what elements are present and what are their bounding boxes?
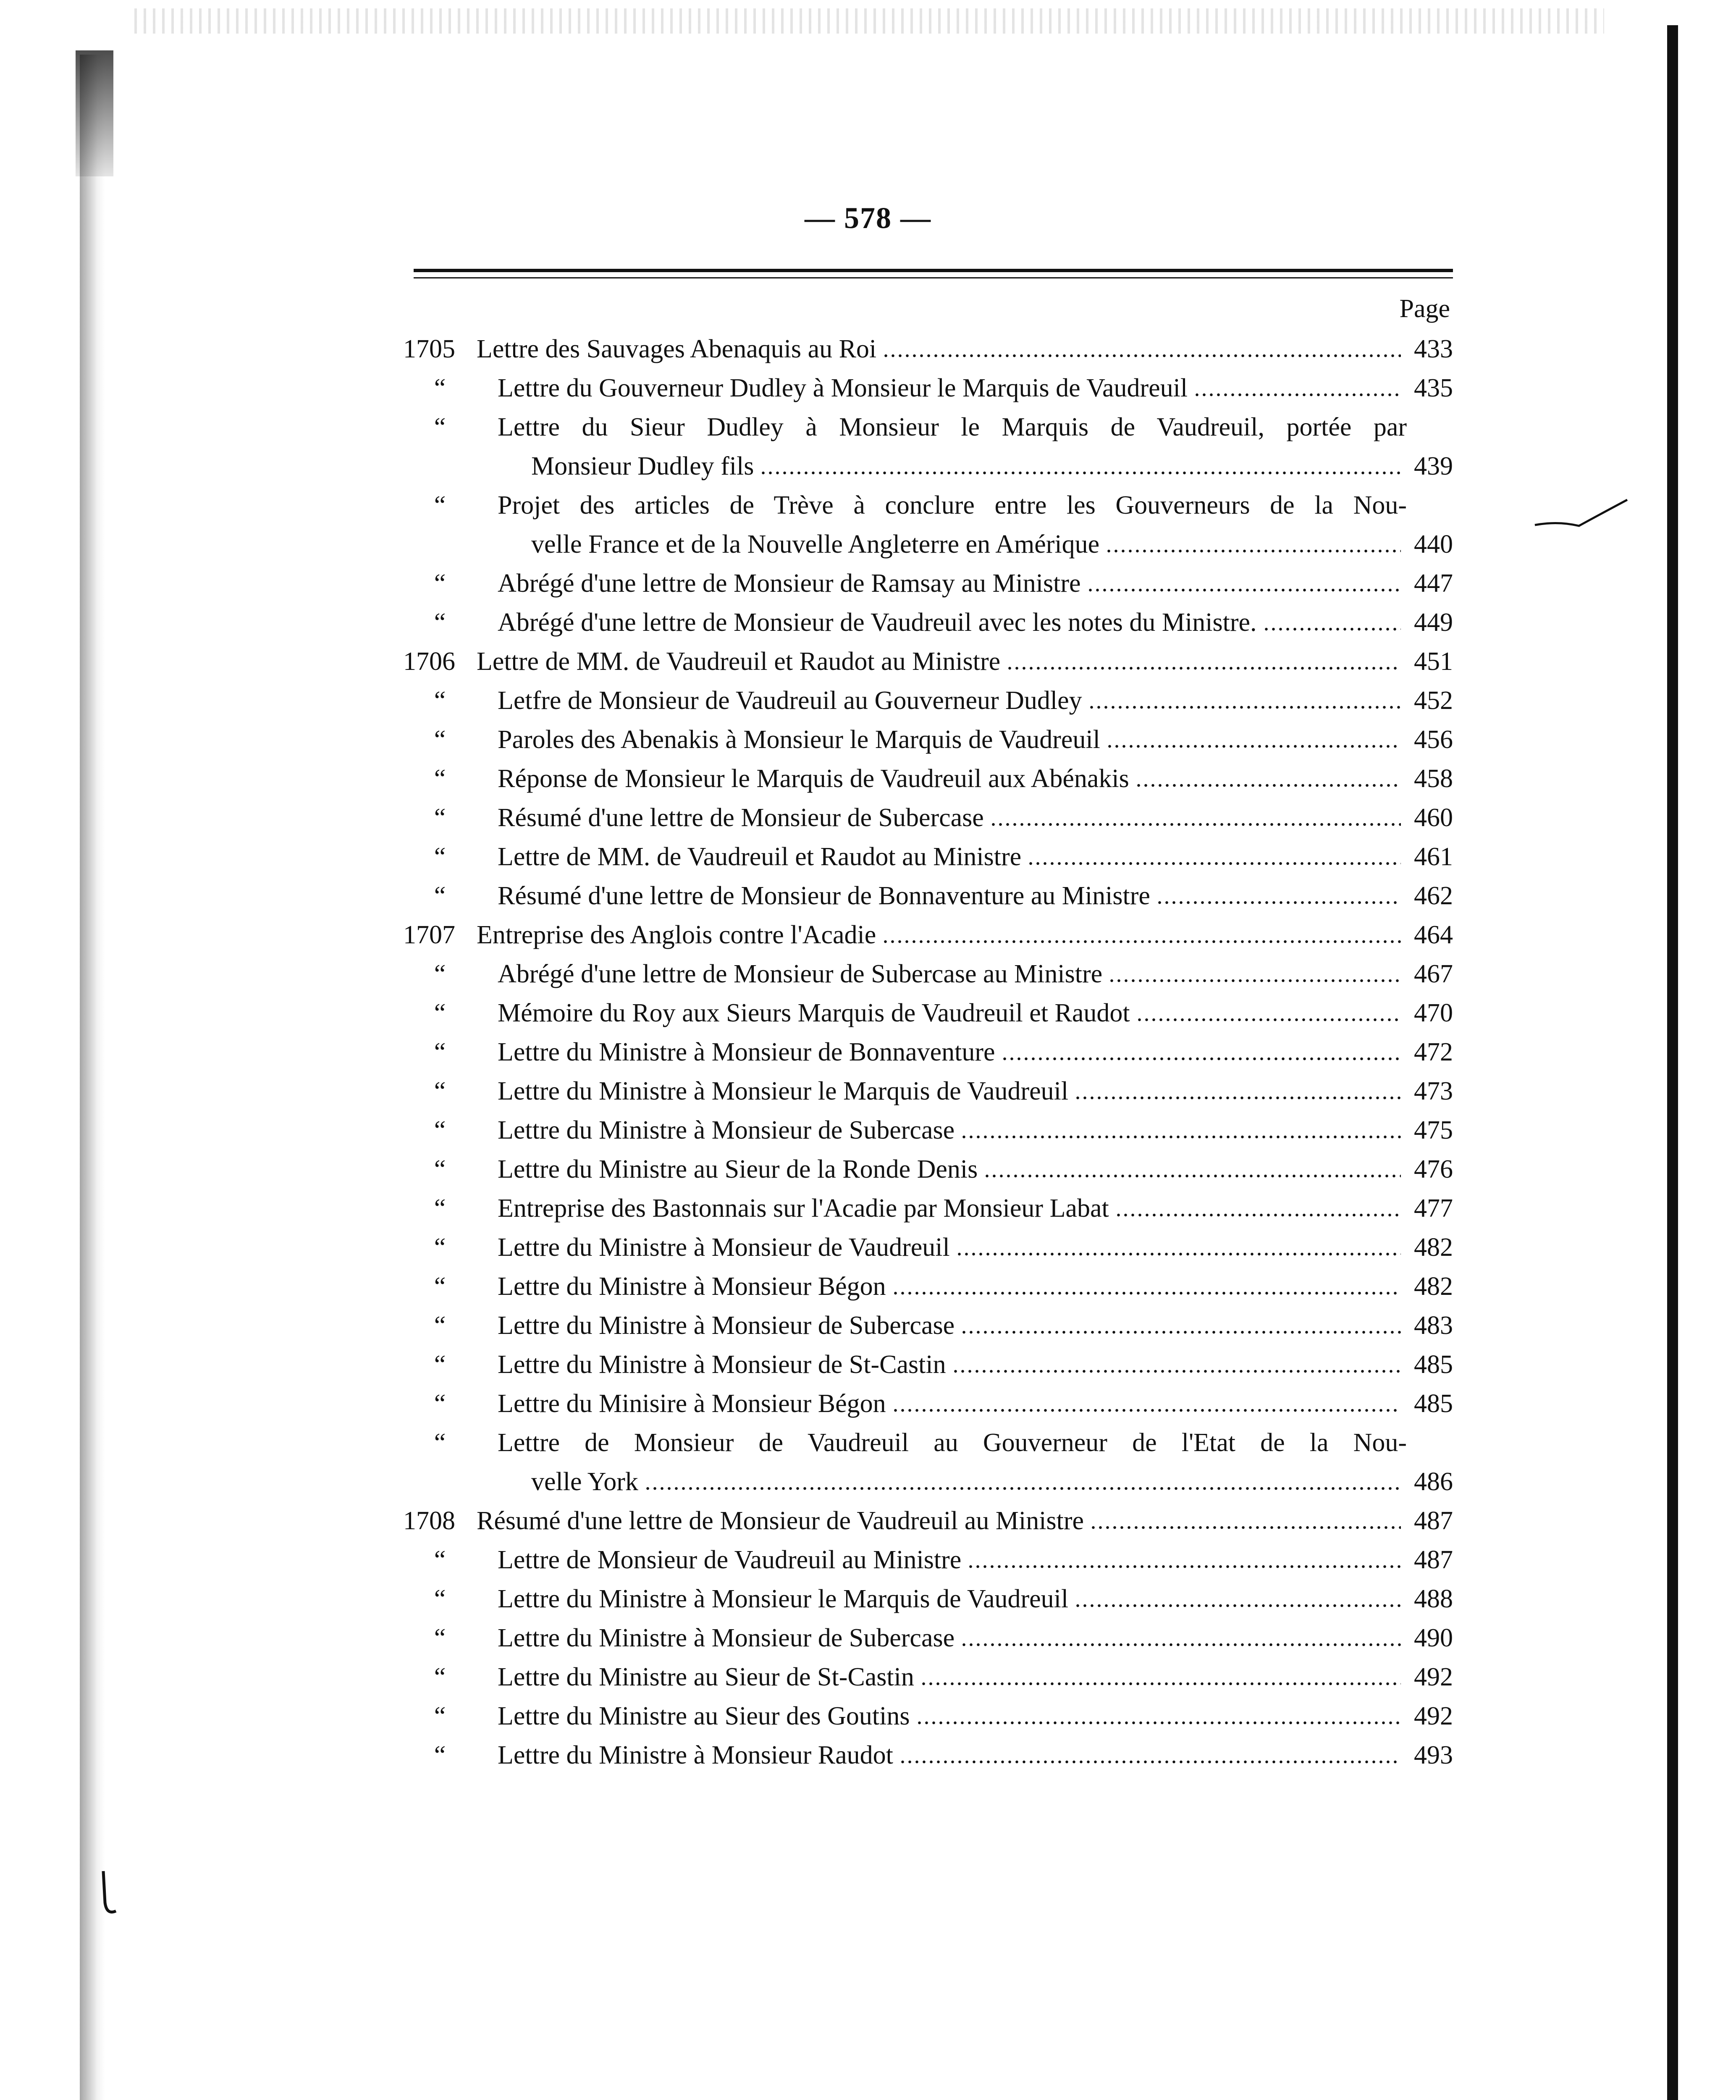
toc-entry-page: 460	[1414, 803, 1453, 832]
toc-entry-title-wrap	[498, 1033, 1407, 1072]
toc-entry-title-line1: Projet des articles de Trève à conclure entre les Gouverneurs de la Nou-	[498, 491, 1407, 520]
toc-entry-title: velle France et de la Nouvelle Angleterre en Amérique	[531, 530, 1100, 559]
dot-leader	[1106, 743, 1401, 749]
toc-entry	[403, 1658, 1453, 1697]
toc-entry	[403, 1541, 1453, 1580]
toc-entry-title: Lettre du Ministre au Sieur de la Ronde Denis	[498, 1155, 978, 1184]
toc-entry	[403, 1072, 1453, 1111]
toc-entry-year: “	[434, 1077, 446, 1105]
dot-leader	[1115, 1212, 1401, 1218]
toc-entry-title: Lettre du Ministre à Monsieur de Vaudreuil	[498, 1233, 950, 1262]
toc-entry-title-wrap	[477, 916, 1407, 955]
toc-entry-year: “	[434, 1233, 446, 1262]
toc-entry-title: Entreprise des Bastonnais sur l'Acadie par Monsieur Labat	[498, 1194, 1109, 1223]
toc-entry-title: Lettre du Gouverneur Dudley à Monsieur le Marquis de Vaudreuil	[498, 374, 1188, 402]
toc-entry-title: Lettre du Ministre à Monsieur de Subercase	[498, 1311, 955, 1340]
toc-entry-year: “	[434, 686, 446, 715]
toc-entry-title-wrap	[498, 1267, 1407, 1306]
toc-entry-title: Entreprise des Anglois contre l'Acadie	[477, 921, 876, 949]
toc-entry-page: 449	[1414, 608, 1453, 637]
toc-entry	[403, 1736, 1453, 1775]
toc-entry	[403, 1462, 1453, 1502]
toc-entry-year: “	[434, 843, 446, 871]
header-rule-thin	[414, 277, 1453, 278]
toc-entry	[403, 1306, 1453, 1345]
toc-entry-year: “	[434, 882, 446, 910]
toc-entry-year: “	[434, 960, 446, 988]
toc-entry-title-wrap	[498, 1658, 1407, 1697]
toc-entry-page: 477	[1414, 1194, 1453, 1223]
toc-entry-year: 1705	[403, 335, 455, 363]
toc-entry-page: 475	[1414, 1116, 1453, 1144]
toc-entry-title-line1: Lettre du Sieur Dudley à Monsieur le Marquis de Vaudreuil, portée par	[498, 413, 1407, 441]
toc-entry-title: Réponse de Monsieur le Marquis de Vaudreuil aux Abénakis	[498, 764, 1129, 793]
toc-entry-title-wrap	[498, 1228, 1407, 1267]
toc-entry-title-line1: Lettre de Monsieur de Vaudreuil au Gouverneur de l'Etat de la Nou-	[498, 1428, 1407, 1457]
dot-leader	[1108, 978, 1401, 984]
toc-entry-title-wrap	[498, 720, 1407, 759]
toc-entry	[403, 916, 1453, 955]
toc-entry-title-wrap	[498, 1189, 1407, 1228]
toc-entry-title: Résumé d'une lettre de Monsieur de Subercase	[498, 803, 984, 832]
dot-leader	[1027, 861, 1401, 866]
toc-entry-year: “	[434, 1272, 446, 1301]
toc-entry-title-wrap	[498, 681, 1407, 720]
toc-entry-title-wrap	[477, 642, 1407, 681]
toc-entry-year: “	[434, 1194, 446, 1223]
toc-entry	[403, 759, 1453, 798]
toc-entry-title: Mémoire du Roy aux Sieurs Marquis de Vaudreuil et Raudot	[498, 999, 1130, 1027]
toc-entry-title: Lettre de MM. de Vaudreuil et Raudot au Ministre	[477, 647, 1001, 676]
toc-entry-year: “	[434, 1428, 446, 1457]
binding-shadow-top	[76, 50, 113, 176]
toc-entry-title-wrap	[498, 1384, 1407, 1423]
toc-entry-year: “	[434, 1546, 446, 1574]
toc-entry-title: Lettre du Ministre au Sieur des Goutins	[498, 1702, 910, 1730]
toc-entry-page: 492	[1414, 1663, 1453, 1691]
toc-entry	[403, 877, 1453, 916]
toc-entry-title-wrap	[498, 759, 1407, 798]
toc-entry	[403, 681, 1453, 720]
toc-entry-title-wrap	[498, 877, 1407, 916]
toc-entry	[403, 447, 1453, 486]
toc-entry-page: 486	[1414, 1467, 1453, 1496]
toc-entry-page: 482	[1414, 1272, 1453, 1301]
toc-entry-title-wrap	[498, 564, 1407, 603]
toc-entry-year: “	[434, 1663, 446, 1691]
toc-entry-line	[403, 1423, 1453, 1462]
toc-entry	[403, 1502, 1453, 1541]
toc-entry-year: “	[434, 803, 446, 832]
toc-entry-page: 488	[1414, 1585, 1453, 1613]
toc-entry-title-wrap	[498, 1345, 1407, 1384]
toc-entry-page: 461	[1414, 843, 1453, 871]
dot-leader	[1136, 1017, 1401, 1023]
dot-leader	[952, 1368, 1401, 1374]
toc-entry-title: Résumé d'une lettre de Monsieur de Bonnaventure au Ministre	[498, 882, 1150, 910]
toc-entry-year: “	[434, 1585, 446, 1613]
dot-leader	[1074, 1603, 1401, 1609]
toc-entry-title: Lettre du Minisire à Monsieur Bégon	[498, 1389, 886, 1418]
toc-entry-title: Lettre du Ministre à Monsieur de Subercase	[498, 1624, 955, 1652]
toc-entry-year: “	[434, 1389, 446, 1418]
dot-leader	[1087, 587, 1401, 593]
toc-entry-page: 452	[1414, 686, 1453, 715]
toc-entry-title: Lettre du Ministre à Monsieur de Bonnaventure	[498, 1038, 995, 1066]
page-number: — 578 —	[805, 201, 931, 235]
toc-entry-line	[403, 408, 1453, 447]
toc-entry-title-wrap	[498, 603, 1407, 642]
dot-leader	[960, 1134, 1401, 1140]
toc-entry-page: 433	[1414, 335, 1453, 363]
toc-entry-page: 451	[1414, 647, 1453, 676]
toc-entry-page: 458	[1414, 764, 1453, 793]
binding-shadow	[80, 55, 105, 2100]
dot-leader	[899, 1759, 1401, 1765]
toc-entry-title-wrap	[498, 1580, 1407, 1619]
toc-entry-year: 1706	[403, 647, 455, 676]
toc-entry	[403, 1384, 1453, 1423]
toc-entry-title: Lettre du Ministre à Monsieur le Marquis de Vaudreuil	[498, 1077, 1069, 1105]
toc-entry-page: 476	[1414, 1155, 1453, 1184]
toc-entry	[403, 369, 1453, 408]
dot-leader	[920, 1681, 1401, 1687]
toc-entry-line	[403, 486, 1453, 525]
toc-entry-title-wrap	[498, 837, 1407, 877]
dot-leader	[956, 1251, 1401, 1257]
toc-entry-year: “	[434, 1350, 446, 1379]
toc-entry-year: “	[434, 491, 446, 520]
toc-entry	[403, 1619, 1453, 1658]
dot-leader	[1006, 665, 1401, 671]
header-rule	[414, 269, 1453, 272]
toc-entry	[403, 642, 1453, 681]
toc-entry-page: 492	[1414, 1702, 1453, 1730]
toc-entry-page: 440	[1414, 530, 1453, 559]
toc-entry	[403, 330, 1453, 369]
toc-entry-page: 487	[1414, 1546, 1453, 1574]
toc-entry-title-wrap	[498, 1072, 1407, 1111]
toc-entry-title: Résumé d'une lettre de Monsieur de Vaudreuil au Ministre	[477, 1507, 1084, 1535]
toc-entry-page: 462	[1414, 882, 1453, 910]
toc-entry-year: “	[434, 1702, 446, 1730]
dot-leader	[1263, 626, 1401, 632]
toc-entry-year: “	[434, 1116, 446, 1144]
toc-entry	[403, 1033, 1453, 1072]
dot-leader	[882, 353, 1401, 359]
dot-leader	[960, 1642, 1401, 1648]
toc-entry-year: “	[434, 1311, 446, 1340]
toc-entry-title: Lettre de Monsieur de Vaudreuil au Ministre	[498, 1546, 962, 1574]
toc-entry-title-wrap	[498, 1306, 1407, 1345]
toc-entry	[403, 1111, 1453, 1150]
toc-entry-title-wrap	[498, 1150, 1407, 1189]
scan-noise-top	[134, 8, 1604, 34]
toc-entry	[403, 564, 1453, 603]
toc-entry-page: 482	[1414, 1233, 1453, 1262]
toc-entry-title: Lettre du Ministre à Monsieur de Subercase	[498, 1116, 955, 1144]
toc-entry-page: 464	[1414, 921, 1453, 949]
toc-entry	[403, 1189, 1453, 1228]
toc-entry-page: 467	[1414, 960, 1453, 988]
toc-entry-title-wrap	[477, 1502, 1407, 1541]
dot-leader	[892, 1290, 1401, 1296]
toc-entry-year: “	[434, 374, 446, 402]
toc-entry-title-wrap	[498, 1541, 1407, 1580]
toc-entry-title-wrap	[498, 798, 1407, 837]
toc-entry-title-wrap	[477, 330, 1407, 369]
toc-entry	[403, 798, 1453, 837]
dot-leader	[1105, 548, 1401, 554]
page-edge-right	[1667, 25, 1678, 2100]
toc-entry-title-wrap	[477, 447, 1407, 486]
toc-entry-title-wrap	[498, 1736, 1407, 1775]
toc-entry-title: Lettre du Ministre à Monsieur Raudot	[498, 1741, 893, 1769]
toc-entry-page: 447	[1414, 569, 1453, 598]
toc-entry-year: 1708	[403, 1507, 455, 1535]
toc-entry-title-wrap	[498, 369, 1407, 408]
dot-leader	[882, 939, 1401, 945]
toc-entry	[403, 1580, 1453, 1619]
toc-entry-title-wrap	[498, 994, 1407, 1033]
pencil-mark-margin	[99, 1869, 120, 1919]
toc-entry-title: velle York	[531, 1467, 638, 1496]
toc-entry-title-wrap	[498, 955, 1407, 994]
toc-entry-title: Lettre de MM. de Vaudreuil et Raudot au Ministre	[498, 843, 1022, 871]
dot-leader	[1090, 1525, 1401, 1530]
toc-entry	[403, 1267, 1453, 1306]
toc-entry-page: 435	[1414, 374, 1453, 402]
dot-leader	[967, 1564, 1401, 1570]
toc-entry-page: 472	[1414, 1038, 1453, 1066]
dot-leader	[1088, 704, 1401, 710]
toc-entry-title: Abrégé d'une lettre de Monsieur de Vaudreuil avec les notes du Ministre.	[498, 608, 1257, 637]
toc-entry-title: Abrégé d'une lettre de Monsieur de Subercase au Ministre	[498, 960, 1103, 988]
dot-leader	[644, 1486, 1401, 1491]
toc-entry	[403, 1228, 1453, 1267]
toc-entry-page: 485	[1414, 1389, 1453, 1418]
toc-entry	[403, 1345, 1453, 1384]
toc-entry-page: 456	[1414, 725, 1453, 754]
toc-entry-page: 490	[1414, 1624, 1453, 1652]
toc-entry-year: “	[434, 608, 446, 637]
toc-entry-title-wrap	[498, 1619, 1407, 1658]
toc-entry-page: 493	[1414, 1741, 1453, 1769]
toc-entry-title-wrap	[498, 1111, 1407, 1150]
toc-entry-year: “	[434, 413, 446, 441]
toc-entry-year: 1707	[403, 921, 455, 949]
dot-leader	[1135, 782, 1401, 788]
toc-entry-title: Lettre du Ministre au Sieur de St-Castin	[498, 1663, 914, 1691]
dot-leader	[1074, 1095, 1401, 1101]
toc-entry-title: Lettre du Ministre à Monsieur de St-Castin	[498, 1350, 946, 1379]
toc-entry	[403, 837, 1453, 877]
dot-leader	[760, 470, 1401, 476]
toc-entry-page: 439	[1414, 452, 1453, 480]
toc-entry-year: “	[434, 569, 446, 598]
toc-entry	[403, 994, 1453, 1033]
toc-entry-page: 485	[1414, 1350, 1453, 1379]
toc-entry-year: “	[434, 1624, 446, 1652]
toc-entry-page: 473	[1414, 1077, 1453, 1105]
table-of-contents	[403, 330, 1453, 1775]
toc-entry-title-wrap	[498, 1697, 1407, 1736]
toc-entry-page: 487	[1414, 1507, 1453, 1535]
toc-entry	[403, 1150, 1453, 1189]
toc-entry-title: Monsieur Dudley fils	[531, 452, 754, 480]
toc-entry-title: Abrégé d'une lettre de Monsieur de Ramsay au Ministre	[498, 569, 1081, 598]
dot-leader	[916, 1720, 1401, 1726]
toc-entry-year: “	[434, 725, 446, 754]
toc-entry-page: 483	[1414, 1311, 1453, 1340]
pencil-tick-mark	[1533, 496, 1629, 538]
toc-entry-year: “	[434, 1741, 446, 1769]
toc-entry-year: “	[434, 1038, 446, 1066]
dot-leader	[960, 1329, 1401, 1335]
toc-entry-year: “	[434, 999, 446, 1027]
toc-entry	[403, 955, 1453, 994]
toc-entry	[403, 1697, 1453, 1736]
toc-entry-title: Lettre des Sauvages Abenaquis au Roi	[477, 335, 877, 363]
dot-leader	[1193, 392, 1401, 398]
toc-entry-title: Lettre du Ministre à Monsieur le Marquis de Vaudreuil	[498, 1585, 1069, 1613]
toc-entry-title-wrap	[477, 1462, 1407, 1502]
dot-leader	[1001, 1056, 1401, 1062]
toc-entry-year: “	[434, 764, 446, 793]
toc-entry	[403, 720, 1453, 759]
dot-leader	[983, 1173, 1401, 1179]
toc-entry-title-wrap	[477, 525, 1407, 564]
toc-entry	[403, 603, 1453, 642]
toc-entry-page: 470	[1414, 999, 1453, 1027]
toc-entry-title: Letfre de Monsieur de Vaudreuil au Gouverneur Dudley	[498, 686, 1082, 715]
dot-leader	[1156, 900, 1401, 906]
toc-entry-title: Lettre du Ministre à Monsieur Bégon	[498, 1272, 886, 1301]
toc-entry-title: Paroles des Abenakis à Monsieur le Marquis de Vaudreuil	[498, 725, 1100, 754]
dot-leader	[892, 1407, 1401, 1413]
toc-entry	[403, 525, 1453, 564]
dot-leader	[990, 822, 1401, 827]
toc-entry-year: “	[434, 1155, 446, 1184]
page-column-header: Page	[1399, 294, 1450, 323]
